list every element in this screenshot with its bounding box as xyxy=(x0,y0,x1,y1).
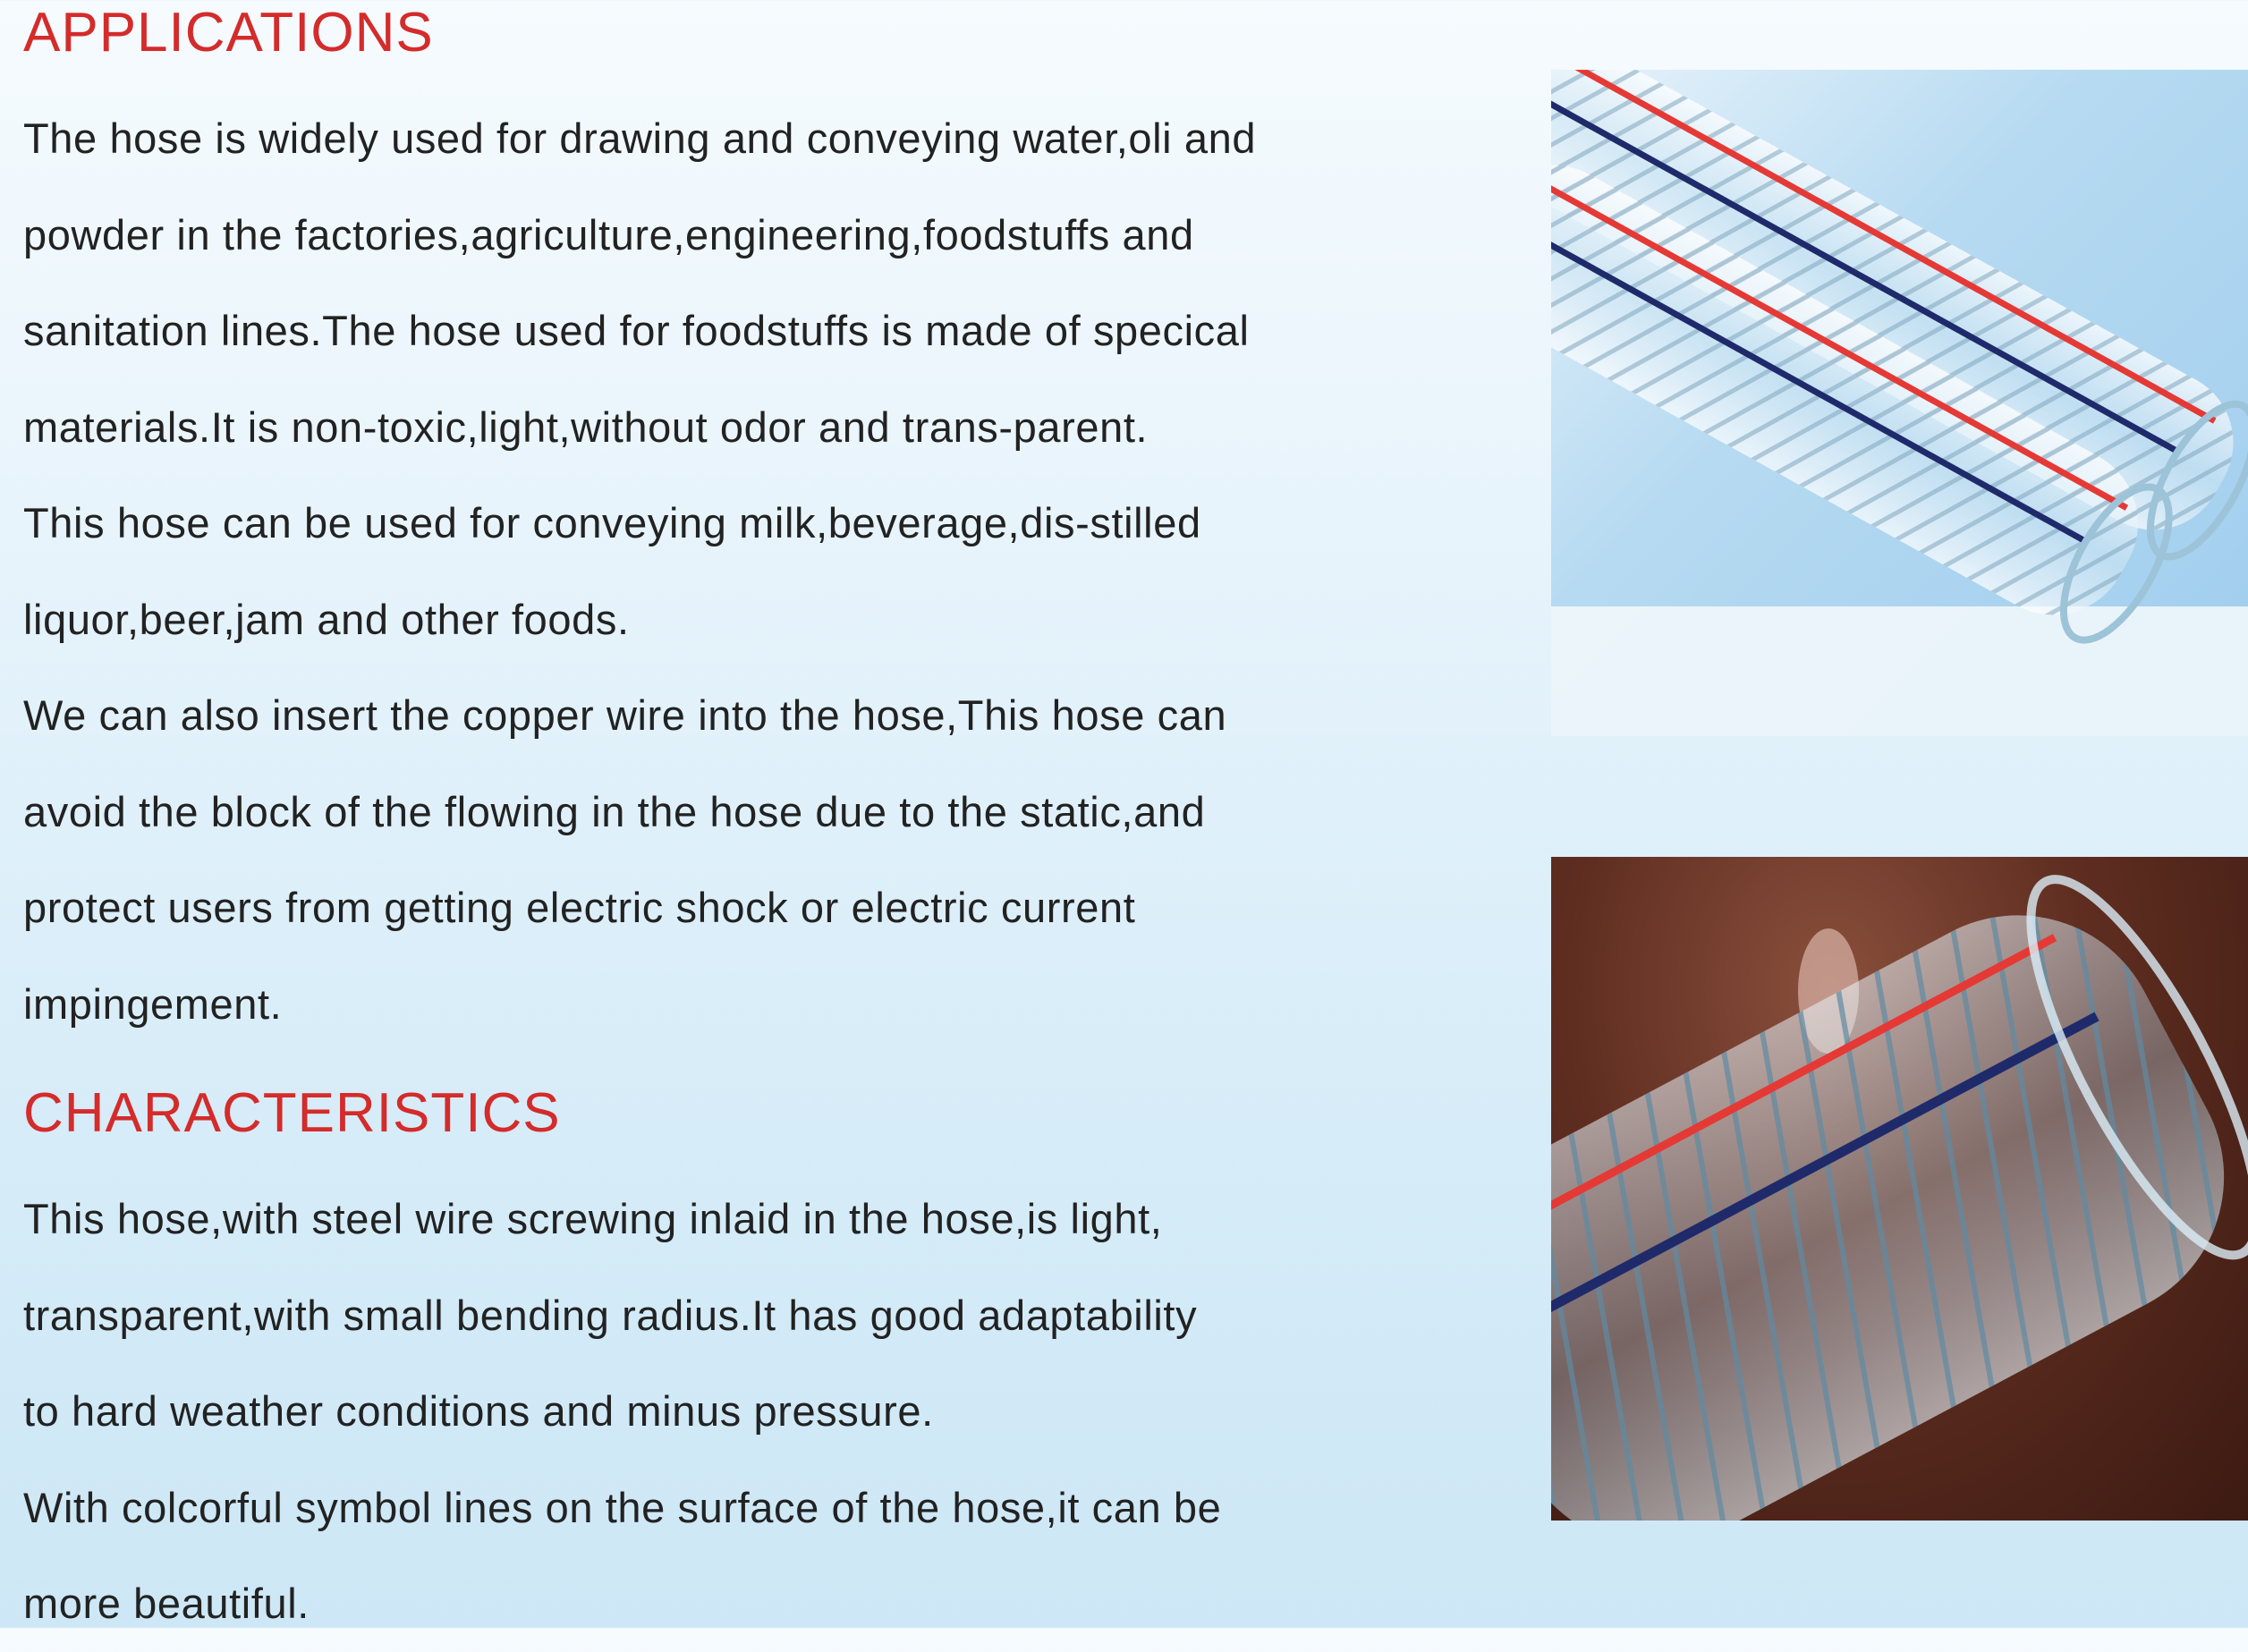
applications-heading: APPLICATIONS xyxy=(23,2,434,64)
characteristics-heading: CHARACTERISTICS xyxy=(23,1082,561,1144)
text-line: This hose can be used for conveying milk,beverage,dis-stilled xyxy=(23,499,1201,546)
text-line: to hard weather conditions and minus pressure. xyxy=(23,1387,934,1435)
clear-steel-wire-hoses-photo xyxy=(1551,70,2248,736)
text-line: We can also insert the copper wire into the hose,This hose can xyxy=(23,691,1227,739)
clear-steel-wire-hose-closeup-photo xyxy=(1551,857,2248,1521)
hose-photo-bottom xyxy=(1551,857,2248,1521)
text-line: materials.It is non-toxic,light,without odor and trans-parent. xyxy=(23,402,1149,451)
text-line: avoid the block of the flowing in the hose due to the static,and xyxy=(23,787,1206,835)
text-line: sanitation lines.The hose used for foodstuffs is made of specical xyxy=(23,307,1250,354)
text-line: transparent,with small bending radius.It has good adaptability xyxy=(23,1291,1198,1339)
text-line: impingement. xyxy=(23,979,283,1028)
text-line: powder in the factories,agriculture,engineering,foodstuffs and xyxy=(23,210,1194,258)
applications-text xyxy=(23,90,1256,1052)
text-line: more beautiful. xyxy=(23,1580,310,1627)
text-line: liquor,beer,jam and other foods. xyxy=(23,595,630,643)
characteristics-text xyxy=(23,1171,1221,1652)
text-line: With colcorful symbol lines on the surface of the hose,it can be xyxy=(23,1483,1222,1531)
text-line: This hose,with steel wire screwing inlaid in the hose,is light, xyxy=(23,1195,1163,1242)
hose-photo-top xyxy=(1551,70,2248,736)
text-line: protect users from getting electric shock or electric current xyxy=(23,884,1136,931)
text-line: The hose is widely used for drawing and conveying water,oli and xyxy=(23,114,1257,162)
